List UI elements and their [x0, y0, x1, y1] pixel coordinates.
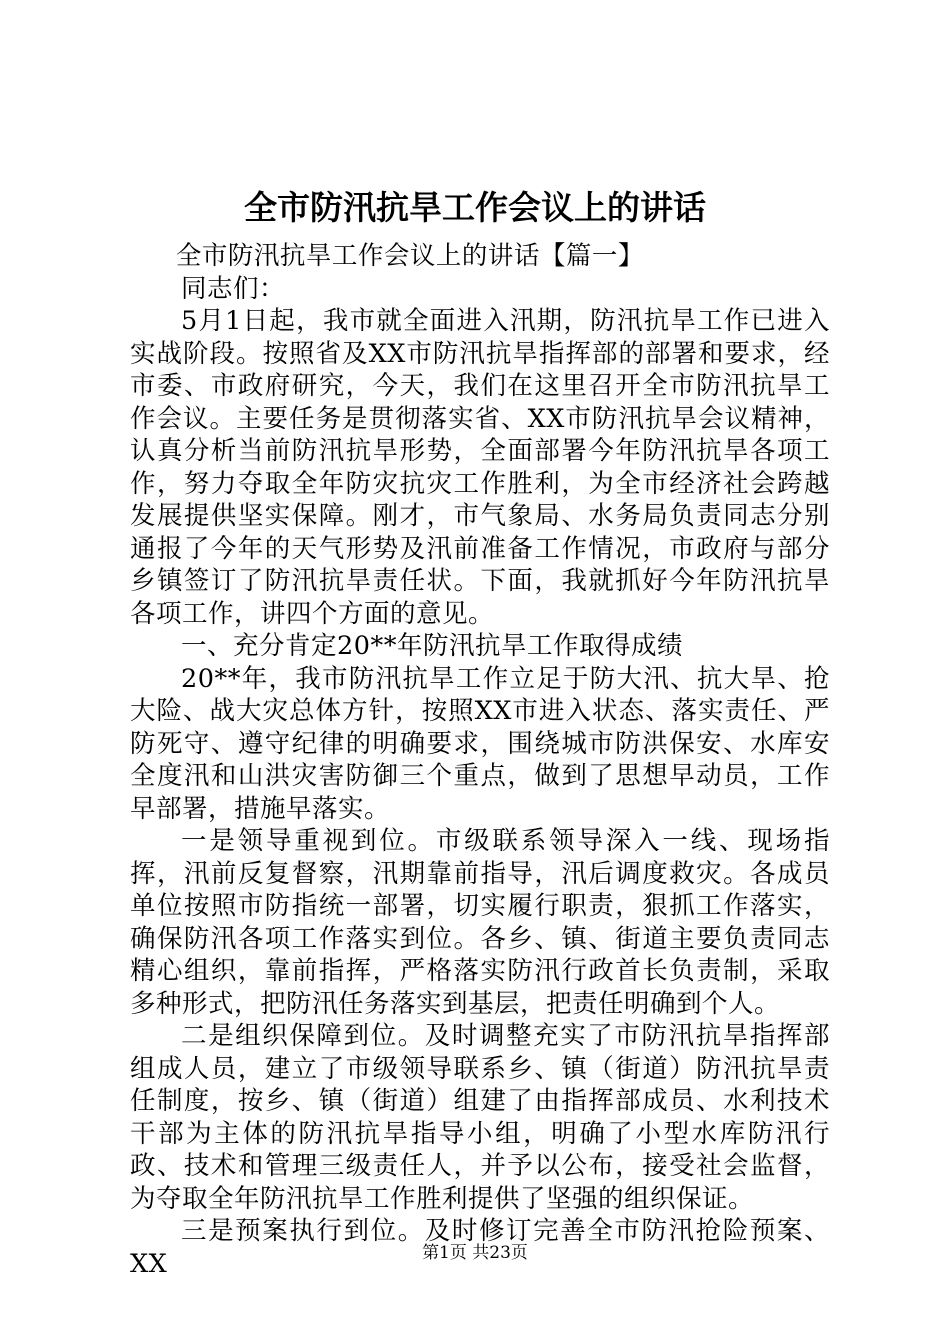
paragraph-point-3: 三是预案执行到位。及时修订完善全市防汛抢险预案、XX	[130, 1216, 830, 1279]
paragraph-point-2: 二是组织保障到位。及时调整充实了市防汛抗旱指挥部组成人员，建立了市级领导联系乡、镇（街道）防汛抗旱责任制度，按乡、镇（街道）组建了由指挥部成员、水利技术干部为主体的防汛抗旱指导小组，明确了小型水库防汛行政、技术和管理三级责任人，并予以公布，接受社会监督，为夺取全年防汛抗旱工作胜利提供了坚强的组织保证。	[130, 1021, 830, 1214]
section-subtitle: 全市防汛抗旱工作会议上的讲话【篇一】	[175, 241, 644, 271]
paragraph-intro: 5月1日起，我市就全面进入汛期，防汛抗旱工作已进入实战阶段。按照省及XX市防汛抗旱指挥部的部署和要求，经市委、市政府研究，今天，我们在这里召开全市防汛抗旱工作会议。主要任务是贯彻落实省、XX市防汛抗旱会议精神，认真分析当前防汛抗旱形势，全面部署今年防汛抗旱各项工作，努力夺取全年防灾抗灾工作胜利，为全市经济社会跨越发展提供坚实保障。刚才，市气象局、水务局负责同志分别通报了今年的天气形势及汛前准备工作情况，市政府与部分乡镇签订了防汛抗旱责任状。下面，我就抓好今年防汛抗旱各项工作，讲四个方面的意见。	[130, 306, 830, 629]
paragraph-point-1: 一是领导重视到位。市级联系领导深入一线、现场指挥，汛前反复督察，汛期靠前指导，汛后调度救灾。各成员单位按照市防指统一部署，切实履行职责，狠抓工作落实，确保防汛各项工作落实到位。各乡、镇、街道主要负责同志精心组织，靠前指挥，严格落实防汛行政首长负责制，采取多种形式，把防汛任务落实到基层，把责任明确到个人。	[130, 826, 830, 1019]
document-body	[130, 240, 830, 1280]
page-number-footer: 第1页 共23页	[422, 1243, 528, 1263]
paragraph-summary: 20**年，我市防汛抗旱工作立足于防大汛、抗大旱、抢大险、战大灾总体方针，按照XX市进入状态、落实责任、严防死守、遵守纪律的明确要求，围绕城市防洪保安、水库安全度汛和山洪灾害防御三个重点，做到了思想早动员，工作早部署，措施早落实。	[130, 663, 830, 824]
salutation: 同志们：	[181, 273, 286, 304]
section-heading-1: 一、充分肯定20**年防汛抗旱工作取得成绩	[181, 631, 683, 661]
document-title: 全市防汛抗旱工作会议上的讲话	[244, 188, 706, 227]
